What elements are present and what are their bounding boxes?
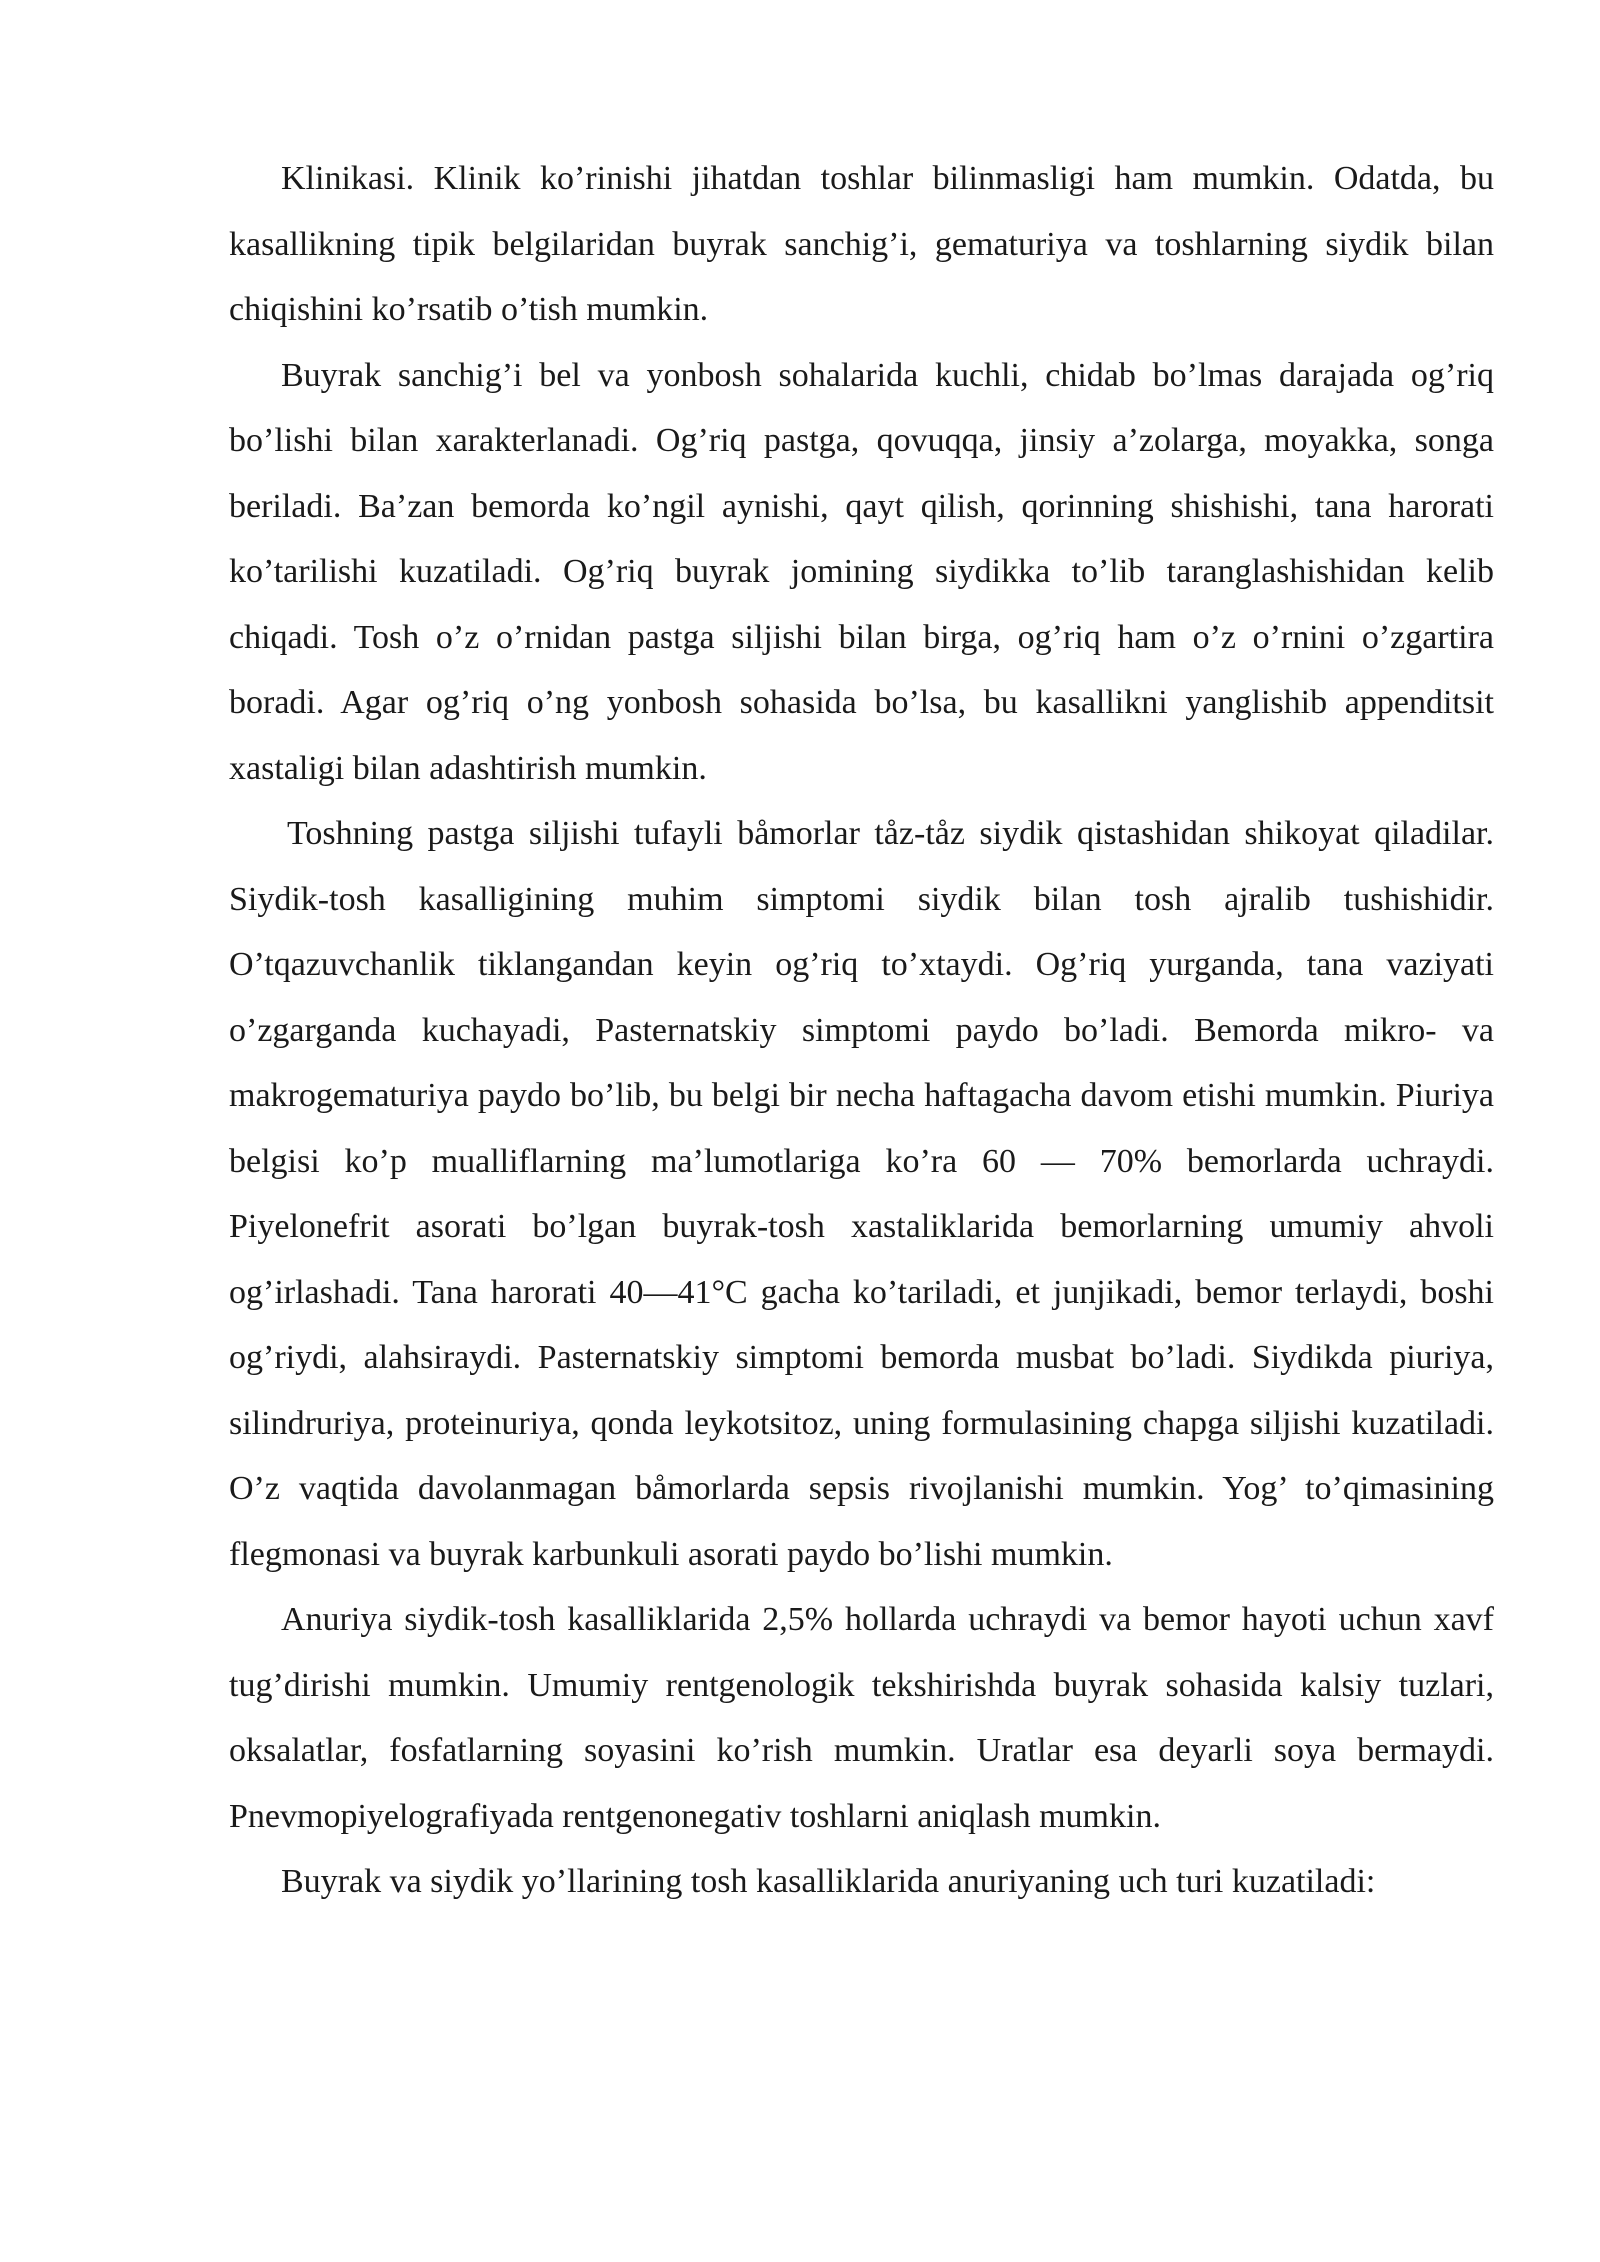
document-body xyxy=(229,146,1494,1915)
paragraph-stone-migration: Toshning pastga siljishi tufayli båmorlar tåz-tåz siydik qistashidan shikoyat qiladilar. Siydik-tosh kasalligining muhim simptomi siydik bilan tosh ajralib tushishidir. O’tqazuvchanlik tiklangandan keyin og’riq to’xtaydi. Og’riq yurganda, tana vaziyati o’zgarganda kuchayadi, Pasternatskiy simptomi paydo bo’ladi. Bemorda mikro- va makrogematuriya paydo bo’lib, bu belgi bir necha haftagacha davom etishi mumkin. Piuriya belgisi ko’p mualliflarning ma’lumotlariga ko’ra 60 — 70% bemorlarda uchraydi. Piyelonefrit asorati bo’lgan buyrak-tosh xastaliklarida bemorlarning umumiy ahvoli og’irlashadi. Tana harorati 40—41°C gacha ko’tariladi, et junjikadi, bemor terlaydi, boshi og’riydi, alahsiraydi. Pasternatskiy simptomi bemorda musbat bo’ladi. Siydikda piuriya, silindruriya, proteinuriya, qonda leykotsitoz, uning formulasining chapga siljishi kuzatiladi. O’z vaqtida davolanmagan båmorlarda sepsis rivojlanishi mumkin. Yog’ to’qimasining flegmonasi va buyrak karbunkuli asorati paydo bo’lishi mumkin. xyxy=(229,815,1494,1573)
paragraph-renal-colic: Buyrak sanchig’i bel va yonbosh sohalarida kuchli, chidab bo’lmas darajada og’riq bo’lishi bilan xarakterlanadi. Og’riq pastga, qovuqqa, jinsiy a’zolarga, moyakka, songa beriladi. Ba’zan bemorda ko’ngil aynishi, qayt qilish, qorinning shishishi, tana harorati ko’tarilishi kuzatiladi. Og’riq buyrak jomining siydikka to’lib taranglashishidan kelib chiqadi. Tosh o’z o’rnidan pastga siljishi bilan birga, og’riq ham o’z o’rnini o’zgartira boradi. Agar og’riq o’ng yonbosh sohasida bo’lsa, bu kasallikni yanglishib appenditsit xastaligi bilan adashtirish mumkin. xyxy=(229,356,1494,787)
paragraph-anuria-types: Buyrak va siydik yo’llarining tosh kasalliklarida anuriyaning uch turi kuzatiladi: xyxy=(281,1863,1376,1900)
paragraph-clinical-picture: Klinikasi. Klinik ko’rinishi jihatdan toshlar bilinmasligi ham mumkin. Odatda, bu kasallikning tipik belgilaridan buyrak sanchig’i, gematuriya va toshlarning siydik bilan chiqishini ko’rsatib o’tish mumkin. xyxy=(229,160,1494,328)
paragraph-anuria: Anuriya siydik-tosh kasalliklarida 2,5% hollarda uchraydi va bemor hayoti uchun xavf tug’dirishi mumkin. Umumiy rentgenologik tekshirishda buyrak sohasida kalsiy tuzlari, oksalatlar, fosfatlarning soyasini ko’rish mumkin. Uratlar esa deyarli soya bermaydi. Pnevmopiyelografiyada rentgenonegativ toshlarni aniqlash mumkin. xyxy=(229,1601,1494,1835)
